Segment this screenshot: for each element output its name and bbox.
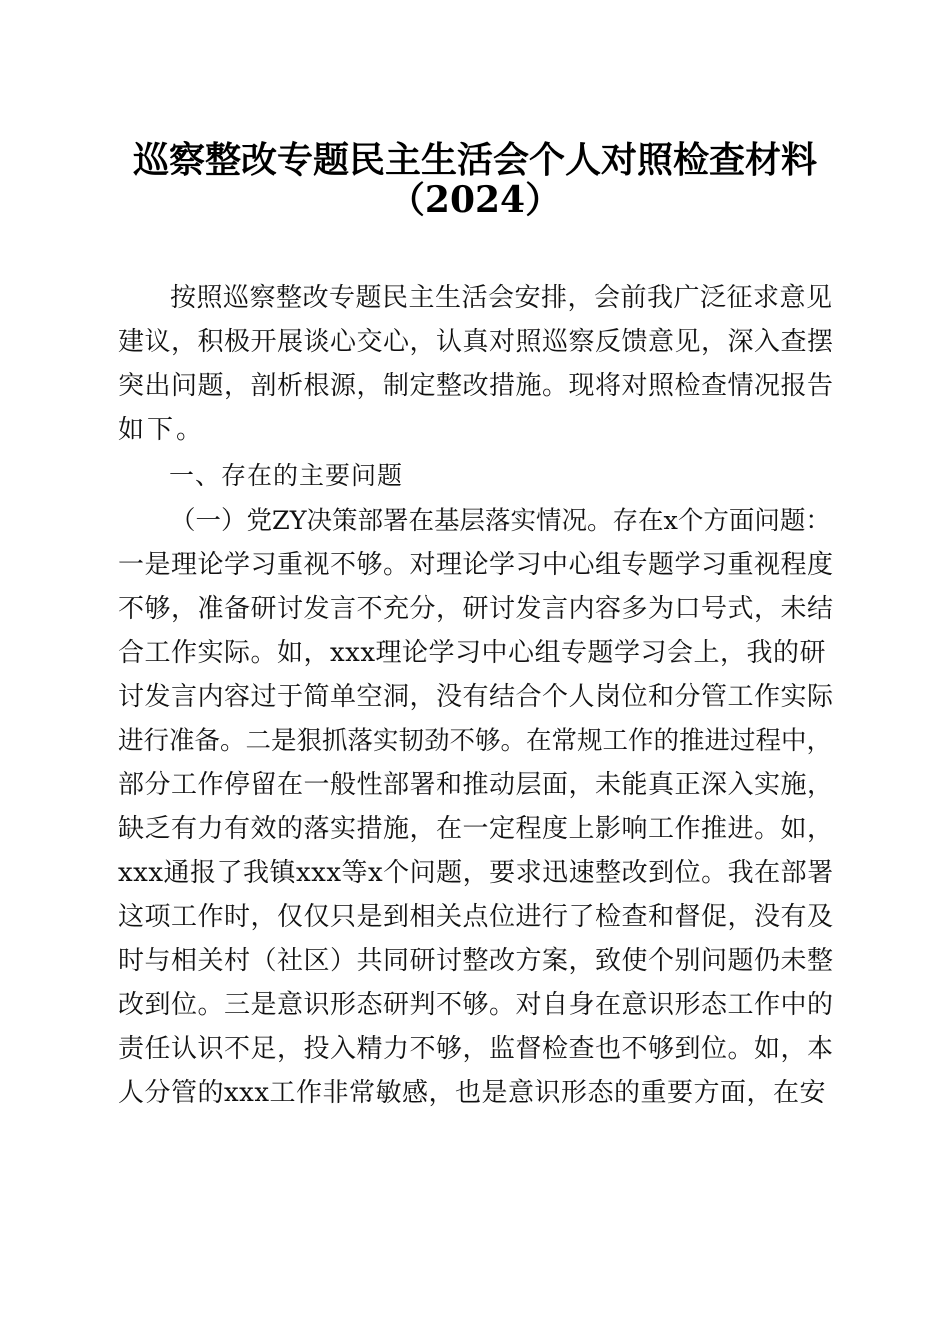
body-line: （一）党ZY决策部署在基层落实情况。存在x个方面问题： — [170, 506, 831, 536]
body-line: 责任认识不足，投入精力不够，监督检查也不够到位。如，本 — [118, 1034, 834, 1064]
body-line: 缺乏有力有效的落实措施，在一定程度上影响工作推进。如， — [118, 814, 834, 844]
body-line: 改到位。三是意识形态研判不够。对自身在意识形态工作中的 — [118, 990, 834, 1020]
body-line: xxx通报了我镇xxx等x个问题，要求迅速整改到位。我在部署 — [118, 858, 834, 888]
document-title: 巡察整改专题民主生活会个人对照检查材料 — [132, 139, 817, 181]
body-line: 这项工作时，仅仅只是到相关点位进行了检查和督促，没有及 — [118, 902, 834, 932]
intro-line: 如下。 — [118, 415, 206, 445]
body-line: 合工作实际。如，xxx理论学习中心组专题学习会上，我的研 — [118, 638, 826, 668]
document-subtitle: （2024） — [388, 179, 562, 221]
intro-line: 按照巡察整改专题民主生活会安排，会前我广泛征求意见 — [170, 283, 833, 313]
body-line: 一是理论学习重视不够。对理论学习中心组专题学习重视程度 — [118, 550, 834, 580]
intro-line: 突出问题，剖析根源，制定整改措施。现将对照检查情况报告 — [118, 371, 834, 401]
body-line: 讨发言内容过于简单空洞，没有结合个人岗位和分管工作实际 — [118, 682, 834, 712]
intro-line: 建议，积极开展谈心交心，认真对照巡察反馈意见，深入查摆 — [118, 327, 834, 357]
section-heading: 一、存在的主要问题 — [169, 461, 404, 490]
body-line: 人分管的xxx工作非常敏感，也是意识形态的重要方面，在安 — [118, 1078, 826, 1108]
body-line: 时与相关村（社区）共同研讨整改方案，致使个别问题仍未整 — [118, 946, 834, 976]
body-line: 不够，准备研讨发言不充分，研讨发言内容多为口号式，未结 — [118, 594, 834, 624]
body-line: 进行准备。二是狠抓落实韧劲不够。在常规工作的推进过程中， — [118, 726, 833, 756]
body-line: 部分工作停留在一般性部署和推动层面，未能真正深入实施， — [118, 770, 834, 800]
